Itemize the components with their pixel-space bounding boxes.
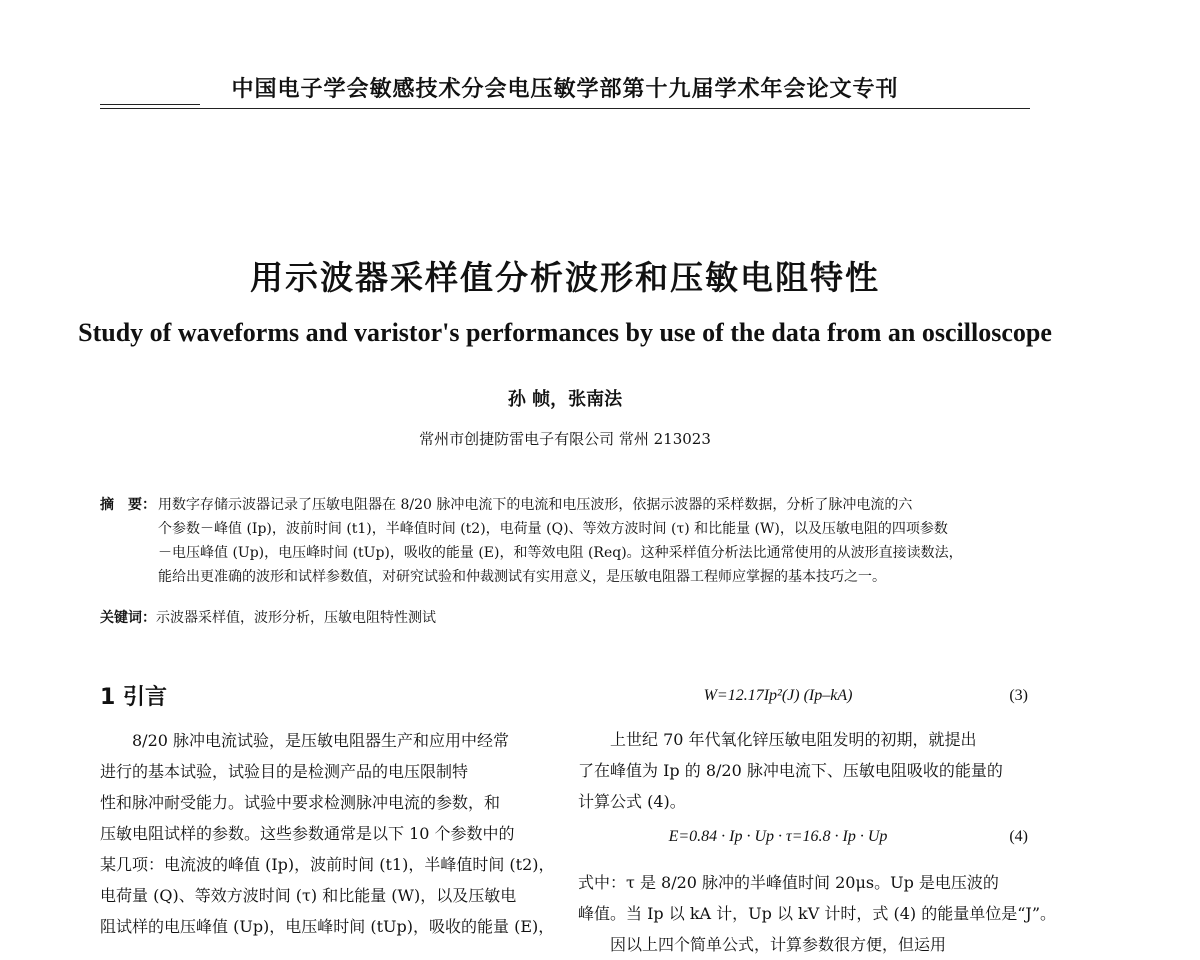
body-line: 进行的基本试验，试验目的是检测产品的电压限制特 <box>100 762 469 781</box>
article-title-en: Study of waveforms and varistor's performances by use of the data from an oscilloscope <box>78 318 1052 347</box>
affiliation: 常州市创捷防雷电子有限公司 常州 213023 <box>419 430 711 448</box>
body-line: 性和脉冲耐受能力。试验中要求检测脉冲电流的参数，和 <box>100 793 501 812</box>
abstract-line: －电压峰值 (Up)，电压峰时间 (tUp)，吸收的能量 (E)，和等效电阻 (Req)。这种采样值分析法比通常使用的从波形直接读数法， <box>158 545 963 561</box>
body-line: 8/20 脉冲电流试验，是压敏电阻器生产和应用中经常 <box>132 731 510 750</box>
article-title-cn: 用示波器采样值分析波形和压敏电阻特性 <box>250 258 880 297</box>
body-line-cut: 阻试样的电压峰值 (Up)，电压峰时间 (tUp)，吸收的能量 (E)， <box>100 917 555 936</box>
abstract-line: 用数字存储示波器记录了压敏电阻器在 8/20 脉冲电流下的电流和电压波形，依据示波器的采样数据，分析了脉冲电流的六 <box>158 497 913 513</box>
body-line-cut: 因以上四个简单公式，计算参数很方便，但运用 <box>578 935 947 954</box>
section-heading: 1 引言 <box>100 685 167 710</box>
abstract-line: 个参数－峰值 (Ip)，波前时间 (t1)，半峰值时间 (t2)，电荷量 (Q)、等效方波时间 (τ) 和比能量 (W)，以及压敏电阻的四项参数 <box>158 521 948 537</box>
equation-3-number: (3) <box>1009 687 1028 704</box>
body-line: 压敏电阻试样的参数。这些参数通常是以下 10 个参数中的 <box>100 824 515 843</box>
abstract <box>100 493 1040 589</box>
body-line: 电荷量 (Q)、等效方波时间 (τ) 和比能量 (W)，以及压敏电 <box>100 886 517 905</box>
body-line: 式中：τ 是 8/20 脉冲的半峰值时间 20μs。Up 是电压波的 <box>578 873 999 892</box>
abstract-line: 能给出更准确的波形和试样参数值，对研究试验和仲裁测试有实用意义，是压敏电阻器工程师应掌握的基本技巧之一。 <box>158 569 886 585</box>
authors: 孙 帧，张南法 <box>507 389 623 410</box>
left-column <box>100 725 555 936</box>
body-line: 计算公式 (4)。 <box>578 792 686 811</box>
keywords <box>100 607 1040 627</box>
journal-header: 中国电子学会敏感技术分会电压敏学部第十九届学术年会论文专刊 <box>231 77 899 102</box>
equation-4 <box>578 821 1028 861</box>
abstract-label: 摘 要： <box>100 497 156 513</box>
equation-3-formula: W=12.17Ip²(J) (Ip–kA) <box>703 687 853 704</box>
body-line: 上世纪 70 年代氧化锌压敏电阻发明的初期，就提出 <box>610 730 977 749</box>
body-line: 某几项：电流波的峰值 (Ip)，波前时间 (t1)，半峰值时间 (t2)， <box>100 855 555 874</box>
header-rule-left <box>100 104 200 105</box>
body-line: 了在峰值为 Ip 的 8/20 脉冲电流下、压敏电阻吸收的能量的 <box>578 761 1003 780</box>
body-line: 峰值。当 Ip 以 kA 计，Up 以 kV 计时，式 (4) 的能量单位是“J”。 <box>578 904 1057 923</box>
abstract-body <box>158 493 1040 589</box>
keywords-label: 关键词： <box>100 610 156 626</box>
equation-3 <box>578 680 1028 720</box>
equation-4-number: (4) <box>1009 828 1028 845</box>
keywords-text: 示波器采样值，波形分析，压敏电阻特性测试 <box>156 610 436 626</box>
right-column <box>578 680 1057 954</box>
equation-4-formula: E=0.84 · Ip · Up · τ=16.8 · Ip · Up <box>668 828 888 845</box>
header-rule-main <box>100 108 1030 109</box>
